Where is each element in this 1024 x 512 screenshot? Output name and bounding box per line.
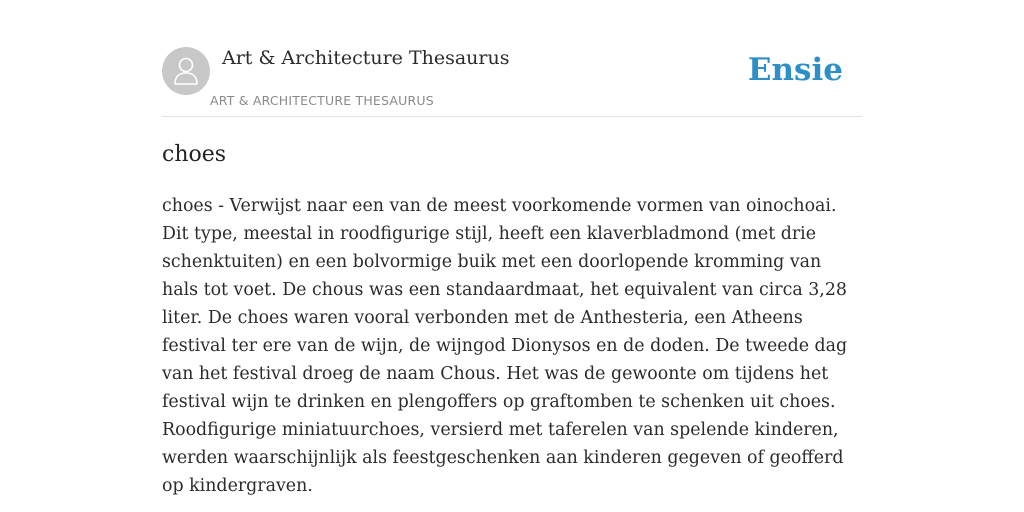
brand-logo[interactable]: Ensie [747, 52, 843, 88]
entry-title: choes [162, 142, 227, 167]
entry-definition: choes - Verwijst naar een van de meest voorkomende vormen van oinochoai. Dit type, meestal in roodfigurige stijl, heeft een klaverbladmond (met drie schenktuiten) en een bolvormige buik met een doorlopende kromming van hals tot voet. De chous was een standaardmaat, het equivalent van circa 3,28 liter. De choes waren vooral verbonden met de Anthesteria, een Atheens festival ter ere van de wijn, de wijngod Dionysos en de doden. De tweede dag van het festival droeg de naam Chous. Het was de gewoonte om tijdens het festival wijn te drinken en plengoffers op graftomben te schenken uit choes. Roodfigurige miniatuurchoes, versierd met taferelen van spelende kinderen, werden waarschijnlijk als feestgeschenken aan kinderen gegeven of geofferd op kindergraven. [162, 196, 848, 496]
avatar[interactable] [162, 47, 210, 95]
source-title[interactable]: Art & Architecture Thesaurus [222, 47, 510, 69]
source-subtitle[interactable]: ART & ARCHITECTURE THESAURUS [210, 93, 434, 108]
user-icon [172, 56, 200, 86]
source-header [162, 46, 862, 117]
